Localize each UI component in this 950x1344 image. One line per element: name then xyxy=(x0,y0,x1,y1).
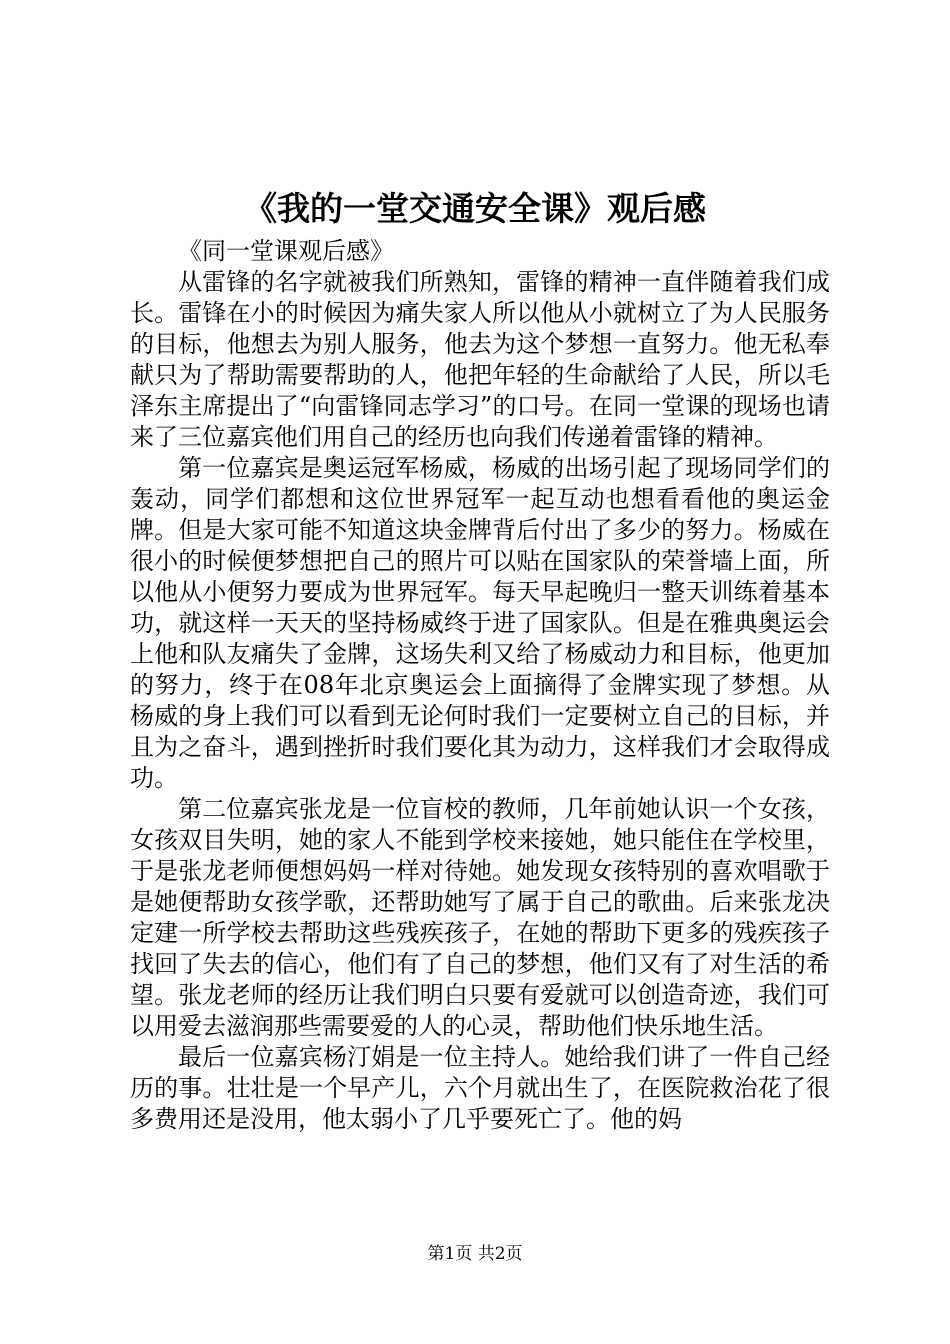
paragraph-4: 最后一位嘉宾杨汀娟是一位主持人。她给我们讲了一件自己经历的事。壮壮是一个早产儿，六个月就出生了，在医院救治花了很多费用还是没用，他太弱小了几乎要死亡了。他的妈 xyxy=(130,1043,830,1133)
paragraph-2: 第一位嘉宾是奥运冠军杨威，杨威的出场引起了现场同学们的轰动，同学们都想和这位世界冠军一起互动也想看看他的奥运金牌。但是大家可能不知道这块金牌背后付出了多少的努力。杨威在很小的时候便梦想把自己的照片可以贴在国家队的荣誉墙上面，所以他从小便努力要成为世界冠军。每天早起晚归一整天训练着基本功，就这样一天天的坚持杨威终于进了国家队。但是在雅典奥运会上他和队友痛失了金牌，这场失利又给了杨威动力和目标，他更加的努力，终于在08年北京奥运会上面摘得了金牌实现了梦想。从杨威的身上我们可以看到无论何时我们一定要树立自己的目标，并且为之奋斗，遇到挫折时我们要化其为动力，这样我们才会取得成功。 xyxy=(130,454,830,792)
page-footer: 第1页 共2页 xyxy=(427,1244,523,1264)
document-title: 《我的一堂交通安全课》观后感 xyxy=(244,189,706,228)
paragraph-1: 从雷锋的名字就被我们所熟知，雷锋的精神一直伴随着我们成长。雷锋在小的时候因为痛失家人所以他从小就树立了为人民服务的目标，他想去为别人服务，他去为这个梦想一直努力。他无私奉献只为了帮助需要帮助的人，他把年轻的生命献给了人民，所以毛泽东主席提出了“向雷锋同志学习”的口号。在同一堂课的现场也请来了三位嘉宾他们用自己的经历也向我们传递着雷锋的精神。 xyxy=(130,268,830,451)
paragraph-3: 第二位嘉宾张龙是一位盲校的教师，几年前她认识一个女孩，女孩双目失明，她的家人不能到学校来接她，她只能住在学校里，于是张龙老师便想妈妈一样对待她。她发现女孩特别的喜欢唱歌于是她便帮助女孩学歌，还帮助她写了属于自己的歌曲。后来张龙决定建一所学校去帮助这些残疾孩子，在她的帮助下更多的残疾孩子找回了失去的信心，他们有了自己的梦想，他们又有了对生活的希望。张龙老师的经历让我们明白只要有爱就可以创造奇迹，我们可以用爱去滋润那些需要爱的人的心灵，帮助他们快乐地生活。 xyxy=(130,795,830,1040)
document-subtitle: 《同一堂课观后感》 xyxy=(178,237,394,265)
document-body xyxy=(130,236,830,1135)
